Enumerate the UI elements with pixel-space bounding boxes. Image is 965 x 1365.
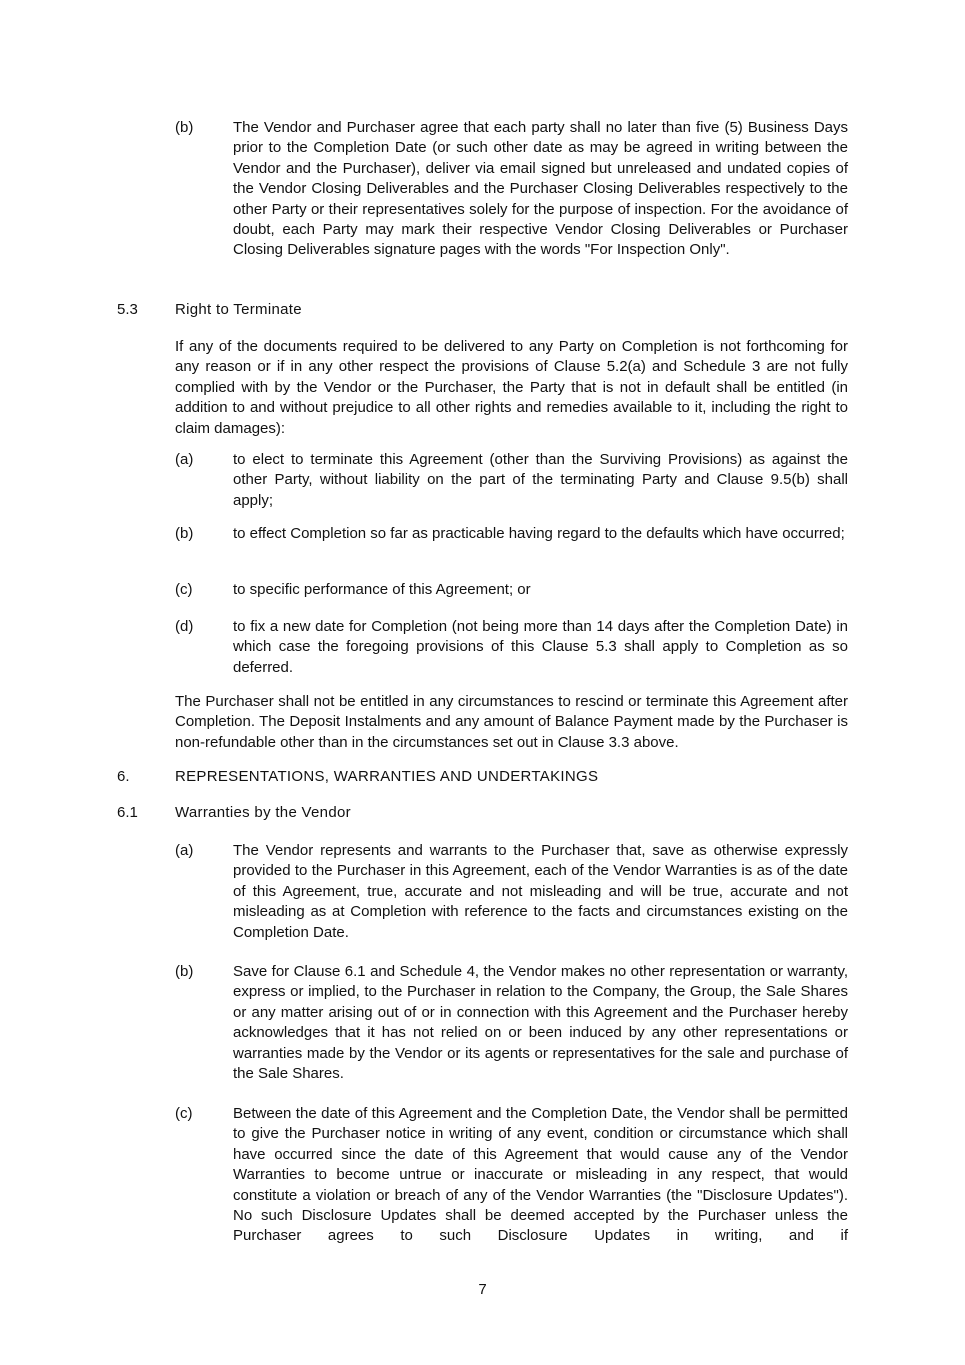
item-label: (d) <box>175 618 194 635</box>
item-label: (b) <box>175 963 194 980</box>
item-text: to effect Completion so far as practicable having regard to the defaults which have occurred; <box>233 525 845 542</box>
item-label: (a) <box>175 842 194 859</box>
clause-title: Warranties by the Vendor <box>175 804 351 821</box>
item-text: Save for Clause 6.1 and Schedule 4, the Vendor makes no other representation or warranty, express or implied, to the Purchaser in relation to the Company, the Group, the Sale Shares or any matter arising out of or in connection with this Agreement and the Purchaser hereby acknowledges that it has not relied on or been induced by any other representations or warranties made by the Vendor or its agents or representatives for the sale and purchase of the Sale Shares. <box>233 963 848 1083</box>
item-text: to elect to terminate this Agreement (other than the Surviving Provisions) as against the other Party, without liability on the part of the terminating Party and Clause 9.5(b) shall apply; <box>233 451 848 509</box>
clause-number: 6. <box>117 768 130 785</box>
item-label: (c) <box>175 581 193 598</box>
item-label: (b) <box>175 119 194 136</box>
page-number: 7 <box>478 1281 487 1298</box>
clause-number: 5.3 <box>117 301 138 318</box>
clause-title: Right to Terminate <box>175 301 302 318</box>
clause-number: 6.1 <box>117 804 138 821</box>
item-label: (c) <box>175 1105 193 1122</box>
item-text: to fix a new date for Completion (not being more than 14 days after the Completion Date) in which case the foregoing provisions of this Clause 5.3 shall apply to Completion as so deferred. <box>233 618 848 676</box>
clause-5-3-closing: The Purchaser shall not be entitled in any circumstances to rescind or terminate this Agreement after Completion. The Deposit Instalments and any amount of Balance Payment made by the Purchaser is non-refundable other than in the circumstances set out in Clause 3.3 above. <box>175 693 848 751</box>
item-text: to specific performance of this Agreement; or <box>233 581 531 598</box>
item-text: The Vendor represents and warrants to the Purchaser that, save as otherwise expressly provided to the Purchaser in this Agreement, each of the Vendor Warranties is as of the date of this Agreement, true, accurate and not misleading and will be true, accurate and not misleading as at Completion with reference to the facts and circumstances existing on the Completion Date. <box>233 842 848 941</box>
item-text: The Vendor and Purchaser agree that each party shall no later than five (5) Business Days prior to the Completion Date (or such other date as may be agreed in writing between the Vendor and the Purchaser), deliver via email signed but unreleased and undated copies of the Vendor Closing Deliverables and the Purchaser Closing Deliverables respectively to the other Party or their representatives solely for the purpose of inspection. For the avoidance of doubt, each Party may mark their respective Vendor Closing Deliverables or Purchaser Closing Deliverables signature pages with the words "For Inspection Only". <box>233 119 848 259</box>
clause-title: REPRESENTATIONS, WARRANTIES AND UNDERTAKINGS <box>175 768 599 785</box>
item-text: Between the date of this Agreement and the Completion Date, the Vendor shall be permitted to give the Purchaser notice in writing of any event, condition or circumstance which shall have occurred since the date of this Agreement that would cause any of the Vendor Warranties to become untrue or inaccurate or misleading in any respect, that would constitute a violation or breach of any of the Vendor Warranties (the "Disclosure Updates"). No such Disclosure Updates shall be deemed accepted by the Purchaser unless the Purchaser agrees to such Disclosure Updates in writing, and if <box>233 1105 848 1245</box>
clause-5-3-intro: If any of the documents required to be delivered to any Party on Completion is not forthcoming for any reason or if in any other respect the provisions of Clause 5.2(a) and Schedule 3 are not fully complied with by the Vendor or the Purchaser, the Party that is not in default shall be entitled (in addition to and without prejudice to all other rights and remedies available to it, including the right to claim damages): <box>175 338 848 437</box>
item-label: (b) <box>175 525 194 542</box>
item-label: (a) <box>175 451 194 468</box>
